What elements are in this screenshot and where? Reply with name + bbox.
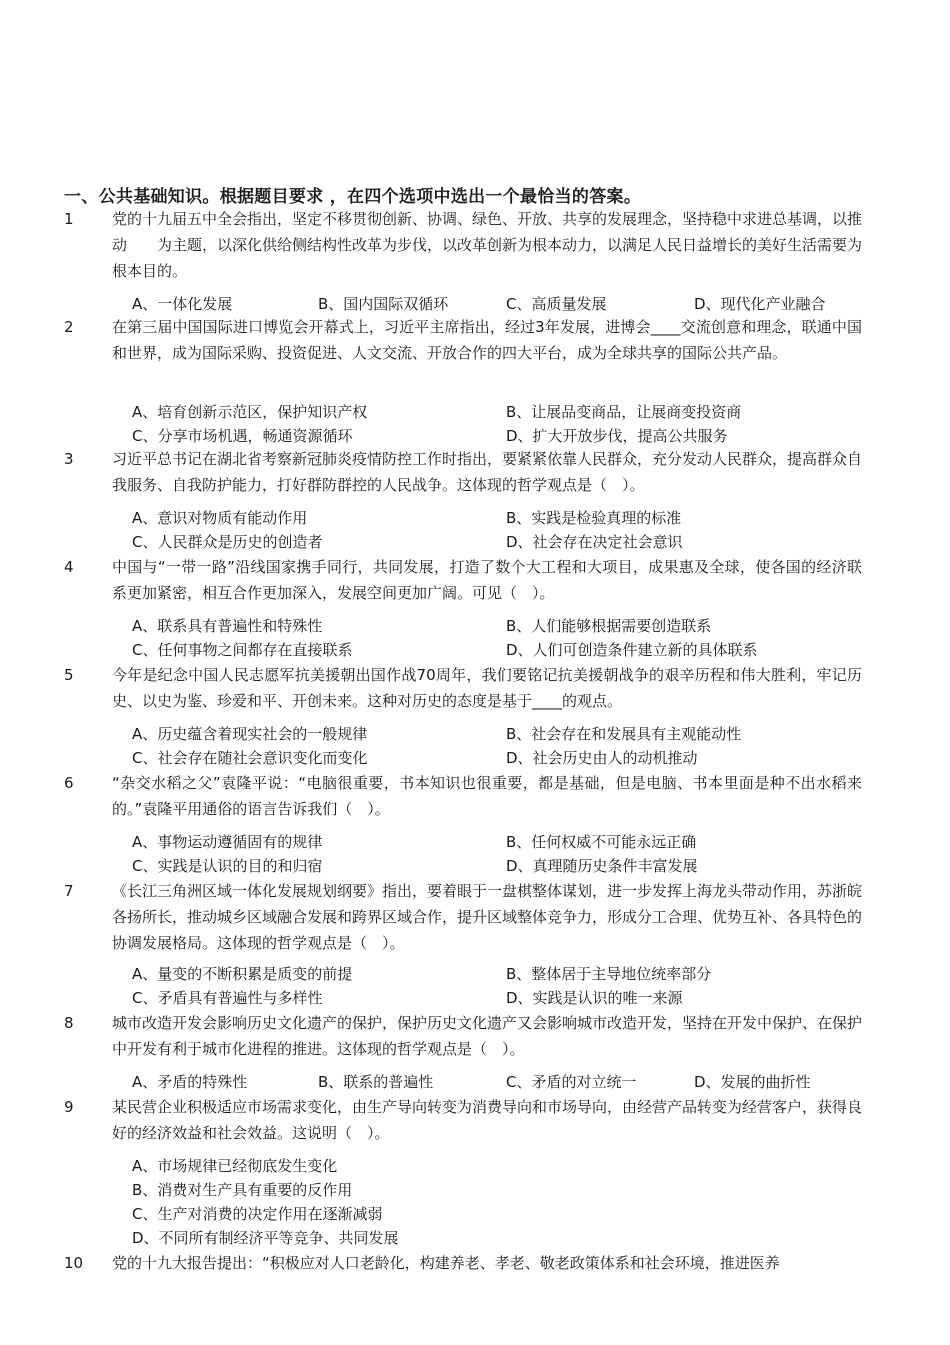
option-d[interactable]: D、扩大开放步伐，提高公共服务 bbox=[506, 427, 728, 445]
option-a[interactable]: A、事物运动遵循固有的规律 bbox=[132, 833, 323, 851]
question-text: 在第三届中国国际进口博览会开幕式上，习近平主席指出，经过3年发展，进博会____交流创意和理念，联通中国和世界，成为国际采购、投资促进、人文交流、开放合作的四大平台，成为全球共享的国际公共产品。 bbox=[112, 318, 862, 362]
option-a[interactable]: A、历史蕴含着现实社会的一般规律 bbox=[132, 725, 368, 743]
question-number: 2 bbox=[64, 318, 74, 336]
option-d[interactable]: D、人们可创造条件建立新的具体联系 bbox=[506, 641, 758, 659]
option-c[interactable]: C、生产对消费的决定作用在逐渐减弱 bbox=[132, 1205, 383, 1223]
question-text: 习近平总书记在湖北省考察新冠肺炎疫情防控工作时指出，要紧紧依靠人民群众，充分发动人民群众，提高群众自我服务、自我防护能力，打好群防群控的人民战争。这体现的哲学观点是（ ）。 bbox=[112, 450, 863, 494]
question-text: 中国与“一带一路”沿线国家携手同行，共同发展，打造了数个大工程和大项目，成果惠及全球，使各国的经济联系更加紧密，相互合作更加深入，发展空间更加广阔。可见（ ）。 bbox=[112, 558, 862, 602]
option-d[interactable]: D、现代化产业融合 bbox=[694, 295, 826, 313]
option-a[interactable]: A、一体化发展 bbox=[132, 295, 233, 313]
question-text: 今年是纪念中国人民志愿军抗美援朝出国作战70周年，我们要铭记抗美援朝战争的艰辛历程和伟大胜利，牢记历史、以史为鉴、珍爱和平、开创未来。这种对历史的态度是基于____的观点。 bbox=[112, 666, 862, 710]
question-number: 7 bbox=[64, 882, 74, 900]
question-text: 《长江三角洲区域一体化发展规划纲要》指出，要着眼于一盘棋整体谋划，进一步发挥上海龙头带动作用，苏浙皖各扬所长，推动城乡区域融合发展和跨界区域合作，提升区域整体竞争力，形成分工合理、优势互补、各具特色的协调发展格局。这体现的哲学观点是（ ）。 bbox=[112, 882, 863, 952]
option-a[interactable]: A、联系具有普遍性和特殊性 bbox=[132, 617, 323, 635]
option-a[interactable]: A、矛盾的特殊性 bbox=[132, 1073, 248, 1091]
option-c[interactable]: C、分享市场机遇，畅通资源循环 bbox=[132, 427, 353, 445]
option-d[interactable]: D、不同所有制经济平等竞争、共同发展 bbox=[132, 1229, 399, 1247]
question-number: 6 bbox=[64, 774, 74, 792]
option-d[interactable]: D、真理随历史条件丰富发展 bbox=[506, 857, 698, 875]
question-number: 1 bbox=[64, 210, 74, 228]
question-number: 5 bbox=[64, 666, 74, 684]
question-text: 党的十九大报告提出：“积极应对人口老龄化，构建养老、孝老、敬老政策体系和社会环境，推进医养 bbox=[112, 1254, 780, 1272]
option-b[interactable]: B、消费对生产具有重要的反作用 bbox=[132, 1181, 353, 1199]
question-text: “杂交水稻之父”袁隆平说：“电脑很重要，书本知识也很重要，都是基础，但是电脑、书本里面是种不出水稻来的。”袁隆平用通俗的语言告诉我们（ ）。 bbox=[112, 774, 862, 818]
question-text: 某民营企业积极适应市场需求变化，由生产导向转变为消费导向和市场导向，由经营产品转变为经营客户，获得良好的经济效益和社会效益。这说明（ ）。 bbox=[112, 1098, 863, 1142]
option-b[interactable]: B、任何权威不可能永远正确 bbox=[506, 833, 697, 851]
option-b[interactable]: B、联系的普遍性 bbox=[318, 1073, 434, 1091]
option-d[interactable]: D、社会存在决定社会意识 bbox=[506, 533, 683, 551]
option-d[interactable]: D、实践是认识的唯一来源 bbox=[506, 989, 683, 1007]
option-d[interactable]: D、社会历史由人的动机推动 bbox=[506, 749, 698, 767]
option-c[interactable]: C、矛盾具有普遍性与多样性 bbox=[132, 989, 323, 1007]
option-b[interactable]: B、社会存在和发展具有主观能动性 bbox=[506, 725, 742, 743]
option-b[interactable]: B、让展品变商品，让展商变投资商 bbox=[506, 403, 742, 421]
option-c[interactable]: C、人民群众是历史的创造者 bbox=[132, 533, 323, 551]
option-c[interactable]: C、高质量发展 bbox=[506, 295, 607, 313]
option-a[interactable]: A、意识对物质有能动作用 bbox=[132, 509, 308, 527]
option-a[interactable]: A、市场规律已经彻底发生变化 bbox=[132, 1157, 338, 1175]
question-number: 3 bbox=[64, 450, 74, 468]
question-number: 10 bbox=[64, 1254, 84, 1272]
option-b[interactable]: B、实践是检验真理的标准 bbox=[506, 509, 682, 527]
option-c[interactable]: C、矛盾的对立统一 bbox=[506, 1073, 637, 1091]
question-text: 党的十九届五中全会指出，坚定不移贯彻创新、协调、绿色、开放、共享的发展理念，坚持稳中求进总基调，以推动 为主题，以深化供给侧结构性改革为步伐，以改革创新为根本动力，以满足人民日益增长的美好生活需要为根本目的。 bbox=[112, 210, 863, 280]
question-number: 4 bbox=[64, 558, 74, 576]
question-number: 8 bbox=[64, 1014, 74, 1032]
option-b[interactable]: B、整体居于主导地位统率部分 bbox=[506, 965, 712, 983]
question-number: 9 bbox=[64, 1098, 74, 1116]
option-c[interactable]: C、任何事物之间都存在直接联系 bbox=[132, 641, 353, 659]
option-c[interactable]: C、实践是认识的目的和归宿 bbox=[132, 857, 323, 875]
option-b[interactable]: B、人们能够根据需要创造联系 bbox=[506, 617, 712, 635]
option-b[interactable]: B、国内国际双循环 bbox=[318, 295, 449, 313]
section-title: 一、公共基础知识。根据题目要求 ，在四个选项中选出一个最恰当的答案。 bbox=[64, 187, 642, 207]
option-a[interactable]: A、量变的不断积累是质变的前提 bbox=[132, 965, 353, 983]
option-c[interactable]: C、社会存在随社会意识变化而变化 bbox=[132, 749, 368, 767]
option-a[interactable]: A、培育创新示范区，保护知识产权 bbox=[132, 403, 368, 421]
option-d[interactable]: D、发展的曲折性 bbox=[694, 1073, 811, 1091]
question-text: 城市改造开发会影响历史文化遗产的保护，保护历史文化遗产又会影响城市改造开发，坚持在开发中保护、在保护中开发有利于城市化进程的推进。这体现的哲学观点是（ ）。 bbox=[112, 1014, 863, 1058]
